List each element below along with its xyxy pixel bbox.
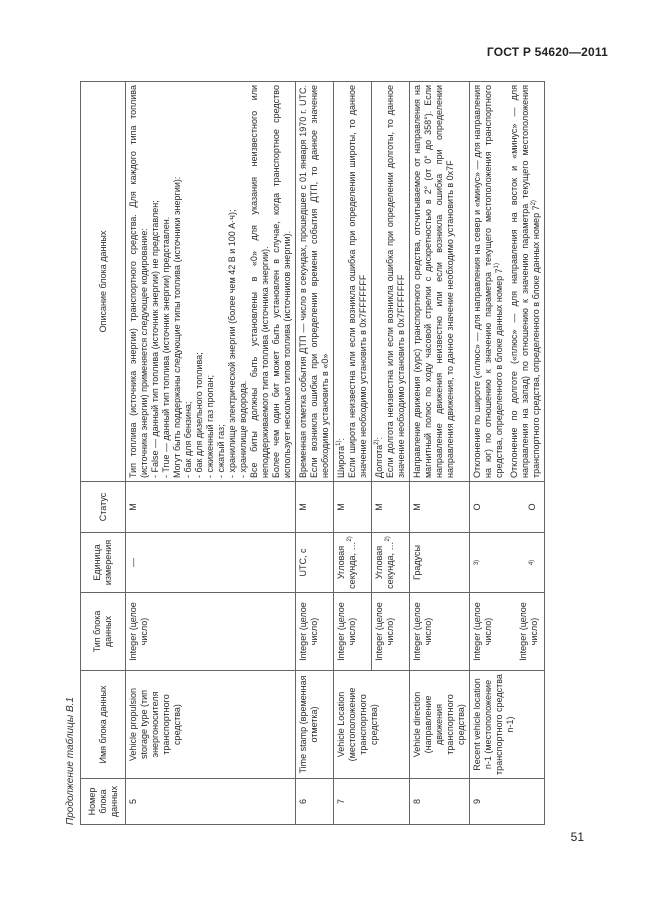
desc-line: Если долгота неизвестна или если возникла ошибка при определении долготы, то данное значение необходимо установить в 0x7FFFFFFF xyxy=(385,85,406,478)
block-type xyxy=(470,593,545,671)
block-unit xyxy=(334,533,372,593)
block-type: Integer (целое число) xyxy=(372,593,410,671)
desc-title: Долгота$^{2)}$: xyxy=(374,436,384,478)
table-row xyxy=(470,82,545,825)
desc-line: - сжатый газ; xyxy=(216,424,226,478)
desc-title: Широта$^{1)}$: xyxy=(336,438,346,478)
table-caption: Продолжение таблицы В.1 xyxy=(65,697,76,825)
desc-line: - True — данный тип топлива (источник энергии) представлен. xyxy=(161,216,171,478)
block-unit: UTC, с xyxy=(296,533,334,593)
desc-line xyxy=(472,85,505,478)
desc-line: Более чем один бит может быть установлен в случае, когда транспортное средство использует несколько типов топлива (источников энергии). xyxy=(271,85,292,478)
block-name: Vehicle direction (направление движения транспортного средства) xyxy=(410,671,470,779)
block-name: Vehicle Location (местоположение транспортного средства) xyxy=(334,671,410,779)
footnote-ref: 2) xyxy=(531,200,537,206)
desc-title-text: Широта xyxy=(336,445,346,478)
block-name: Vehicle propulsion storage type (тип энергоносителя транспортного средства) xyxy=(126,671,296,779)
footnote-ref: 4) xyxy=(529,559,535,566)
col-header-type: Тип блока данных xyxy=(81,593,126,671)
data-block-table xyxy=(80,81,545,825)
desc-line: Могут быть поддержаны следующие типы топлива (источники энергии): xyxy=(172,176,182,478)
unit-text: Угловая секунда, … xyxy=(374,541,395,589)
block-number: 5 xyxy=(126,779,296,825)
type-text: Integer (целое число) xyxy=(472,602,493,661)
block-unit: — xyxy=(126,533,296,593)
block-description xyxy=(470,82,545,482)
footnote-ref: 2) xyxy=(347,536,353,542)
block-name: Recent vehicle location n-1 (местоположение транспортного средства n-1) xyxy=(470,671,545,779)
status-text: O xyxy=(472,503,482,511)
footnote-ref: 1) xyxy=(494,263,500,269)
table-row xyxy=(126,82,296,825)
desc-line xyxy=(509,85,542,478)
page-number: 51 xyxy=(570,830,584,844)
footnote-ref: 2) xyxy=(374,439,380,445)
standard-header: ГОСТ Р 54620—2011 xyxy=(486,45,608,59)
desc-line: - хранилище электрической энергии (более чем 42 В и 100 А·ч); xyxy=(227,209,237,478)
desc-line: - сжиженный газ пропан; xyxy=(205,375,215,478)
block-description: Временная отметка события ДТП — число в секундах, прошедшее с 01 января 1970 г. UTC. Если возникла ошибка при определении времени события ДТП, то данное значение необходимо установить в «0» xyxy=(296,82,334,482)
block-description xyxy=(372,82,410,482)
block-status: M xyxy=(296,482,334,533)
block-unit: Градусы xyxy=(410,533,470,593)
footnote-ref: 1) xyxy=(336,440,342,446)
block-status xyxy=(470,482,545,533)
table-header-row xyxy=(81,82,126,825)
desc-line: Все биты должны быть установлены в «0» для указания неизвестного или неподдерживаемого типа топлива (источника энергии). xyxy=(249,85,270,478)
block-number: 6 xyxy=(296,779,334,825)
block-description xyxy=(334,82,372,482)
footnote-ref: 3) xyxy=(474,559,480,566)
desc-text: Отклонение по широте («плюс» — для направления на север и «минус» — для направления на юг) по отношению к значению параметра текущего местоположения транспортного средства, определенного в блоке данных номер 7 xyxy=(472,85,504,478)
col-header-description: Описание блока данных xyxy=(81,82,126,482)
desc-line: Если широта неизвестна или если возникла ошибка при определении широты, то данное значение необходимо установить в 0x7FFFFFFF xyxy=(347,85,368,478)
block-status: M xyxy=(126,482,296,533)
unit-text: Угловая секунда, … xyxy=(336,541,357,589)
rotated-table-container xyxy=(65,82,585,825)
desc-title-text: Долгота xyxy=(374,444,384,478)
col-header-status: Статус xyxy=(81,482,126,533)
block-status: M xyxy=(334,482,372,533)
desc-line: - False — данный тип топлива (источник энергии) не представлен; xyxy=(150,200,160,478)
type-text: Integer (целое число) xyxy=(518,602,539,661)
footnote-ref: 2) xyxy=(385,536,391,542)
block-description: Направление движения (курс) транспортного средства, отсчитываемое от направления на магнитный полюс по ходу часовой стрелки с дискретностью в 2° (от 0° до 358°). Если направление движения неизвестно или если возникла ошибка при определении направления движения, то данное значение необходимо установить в 0x7F xyxy=(410,82,470,482)
table-row xyxy=(410,82,470,825)
desc-text: Отклонение по долготе («плюс» — для направления на восток и «минус» — для направления на запад) по отношению к значению параметра текущего местоположения транспортного средства, определенного в блоке данных номер 7 xyxy=(509,85,541,478)
block-number: 9 xyxy=(470,779,545,825)
block-type: Integer (целое число) xyxy=(410,593,470,671)
block-name: Time stamp (временная отметка) xyxy=(296,671,334,779)
desc-line: - бак для бензина; xyxy=(183,401,193,478)
table-row xyxy=(296,82,334,825)
block-description xyxy=(126,82,296,482)
block-type: Integer (целое число) xyxy=(126,593,296,671)
col-header-number: Номер блока данных xyxy=(81,779,126,825)
col-header-unit: Единица измерения xyxy=(81,533,126,593)
block-unit xyxy=(372,533,410,593)
status-text: O xyxy=(527,503,537,511)
desc-line: Тип топлива (источника энергии) транспортного средства. Для каждого типа топлива (источника энергии) применяется следующее кодирование: xyxy=(128,85,149,478)
block-status: M xyxy=(410,482,470,533)
table-row xyxy=(334,82,372,825)
block-type: Integer (целое число) xyxy=(296,593,334,671)
desc-line: - хранилище водорода. xyxy=(238,380,248,478)
block-status: M xyxy=(372,482,410,533)
block-number: 8 xyxy=(410,779,470,825)
block-number: 7 xyxy=(334,779,410,825)
block-unit xyxy=(470,533,545,593)
col-header-name: Имя блока данных xyxy=(81,671,126,779)
block-type: Integer (целое число) xyxy=(334,593,372,671)
desc-line: - бак для дизельного топлива; xyxy=(194,352,204,478)
